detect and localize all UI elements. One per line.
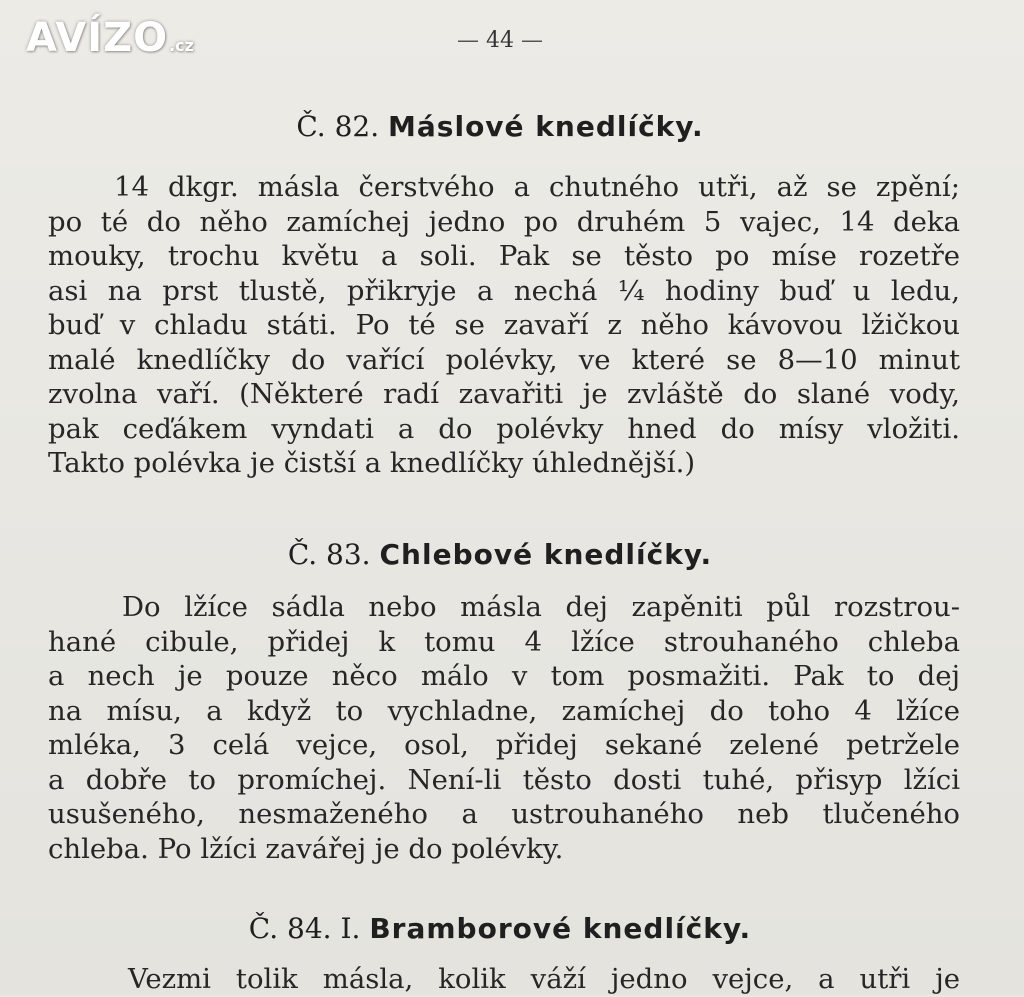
text-line: Takto polévka je čistší a knedlíčky úhlednější.) [48,447,696,479]
recipe-title: Chlebové knedlíčky. [379,538,713,571]
recipe-body-84 [48,962,960,997]
text-line: zvolna vaří. (Některé radí zavařiti je zvláště do slané vody, [48,378,960,410]
text-line: a nech je pouze něco málo v tom posmažiti. Pak to dej [48,660,960,692]
text-line: Do lžíce sádla nebo másla dej zapěniti půl rozstrou- [122,591,960,623]
recipe-title: Máslové knedlíčky. [388,110,704,143]
recipe-heading-84 [0,912,1000,945]
text-line: buď v chladu státi. Po té se zavaří z něho kávovou lžičkou [48,309,960,341]
watermark-suffix: .cz [169,36,194,55]
recipe-title: Bramborové knedlíčky. [369,912,752,945]
text-line: mouky, trochu květu a soli. Pak se těsto po míse rozetře [48,240,960,272]
text-line: asi na prst tlustě, přikryje a nechá ¼ hodiny buď u ledu, [48,274,960,307]
text-line: 14 dkgr. másla čerstvého a chutného utři, až se zpění; [114,171,960,203]
page-number-value: 44 [486,28,514,53]
text-line: po té do něho zamíchej jedno po druhém 5 vajec, 14 deka [48,205,960,238]
text-line: na mísu, a když to vychladne, zamíchej do toho 4 lžíce [48,694,960,727]
text-line: mléka, 3 celá vejce, osol, přidej sekané zelené petržele [48,729,960,761]
recipe-heading-82 [0,110,1000,143]
recipe-heading-83 [0,538,1000,571]
recipe-number: Č. 82. [296,110,380,143]
text-line: hané cibule, přidej k tomu 4 lžíce strouhaného chleba [48,625,960,658]
text-line: chleba. Po lžíci zavářej je do polévky. [48,832,564,865]
page-number-dash-left: — [457,28,486,53]
text-line: pak ceďákem vyndati a do polévky hned do mísy vložiti. [48,412,960,445]
text-line: a dobře to promíchej. Není-li těsto dosti tuhé, přisyp lžíci [48,763,960,796]
text-line: malé knedlíčky do vařící polévky, ve které se 8—10 minut [48,343,960,376]
page-number [0,28,1000,53]
page-number-dash-right: — [514,28,543,53]
recipe-body-83 [48,590,960,866]
recipe-number: Č. 83. [287,538,371,571]
recipe-body-82 [48,170,960,481]
recipe-number: Č. 84. I. [248,912,361,945]
text-line: Vezmi tolik másla, kolik váží jedno vejce, a utři je [128,963,960,995]
text-line: usušeného, nesmaženého a ustrouhaného neb tlučeného [48,798,960,830]
watermark-brand: AVÍZO [26,15,169,61]
